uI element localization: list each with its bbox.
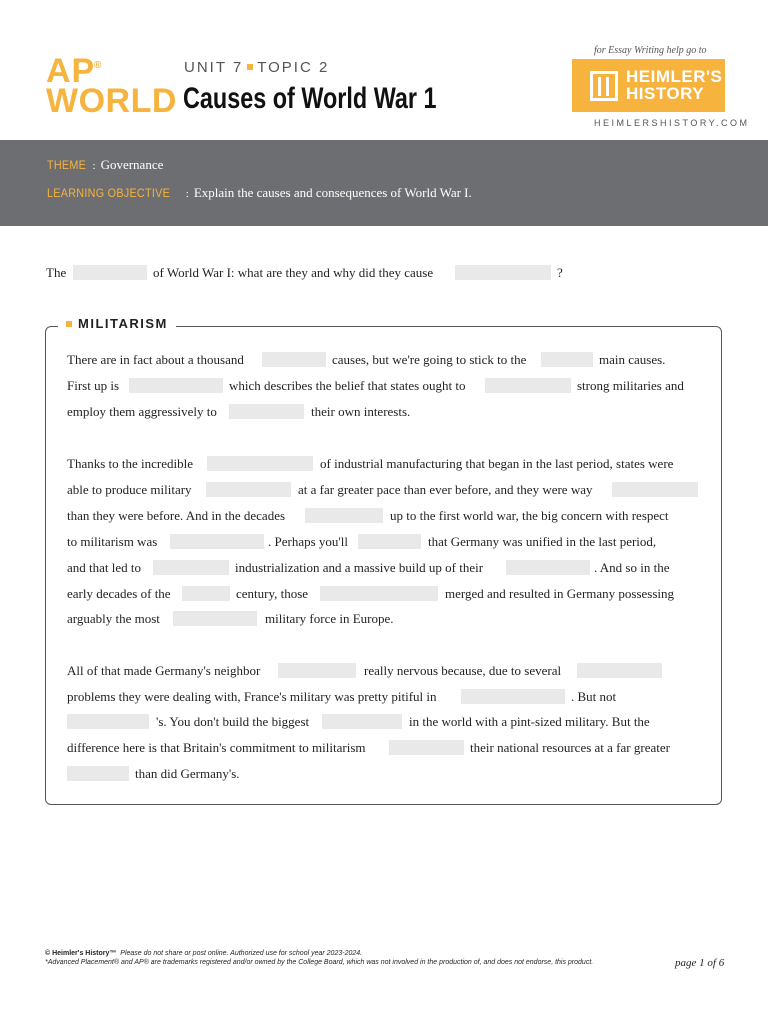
objective-row [47, 185, 472, 201]
theme-band [0, 140, 768, 226]
ap-logo-text: AP [46, 52, 96, 90]
fill-blank[interactable] [67, 714, 149, 729]
theme-row [47, 157, 163, 173]
body-text: difference here is that Britain's commitment to militarism [67, 740, 366, 755]
objective-label: LEARNING OBJECTIVE [47, 186, 171, 200]
body-text: and that led to [67, 560, 142, 575]
essay-help-note: for Essay Writing help go to [594, 45, 707, 56]
heimlers-history-logo[interactable] [572, 59, 725, 112]
body-text: their own interests. [311, 404, 411, 419]
intro-text: of World War I: what are they and why did they cause [153, 265, 434, 280]
body-text: First up is [67, 378, 120, 393]
fill-blank[interactable] [506, 560, 590, 575]
fill-blank[interactable] [358, 534, 421, 549]
fill-blank[interactable] [229, 404, 304, 419]
body-text: in the world with a pint-sized military. But the [409, 714, 650, 729]
body-text: merged and resulted in Germany possessing [445, 586, 675, 601]
body-text: 's. You don't build the biggest [156, 714, 310, 729]
body-text: which describes the belief that states ought to [229, 378, 466, 393]
square-bullet-icon [66, 321, 72, 327]
theme-label: THEME [47, 158, 87, 172]
intro-text: The [46, 265, 67, 280]
body-text: than did Germany's. [135, 766, 240, 781]
body-text: of industrial manufacturing that began in the last period, states were [320, 456, 674, 471]
body-text: causes, but we're going to stick to the [332, 352, 527, 367]
body-text: industrialization and a massive build up of their [235, 560, 484, 575]
body-text: up to the first world war, the big concern with respect [390, 508, 669, 523]
fill-blank[interactable] [182, 586, 230, 601]
world-logo-text: WORLD [46, 82, 177, 120]
body-text: strong militaries and [577, 378, 684, 393]
objective-value: Explain the causes and consequences of World War I. [193, 185, 472, 200]
section-heading [58, 316, 176, 331]
body-text: really nervous because, due to several [364, 663, 562, 678]
body-text: early decades of the [67, 586, 171, 601]
unit-topic-label [184, 59, 329, 76]
body-text: problems they were dealing with, France's military was pretty pitiful in [67, 689, 437, 704]
body-text: main causes. [599, 352, 666, 367]
body-text: . But not [571, 689, 617, 704]
fill-blank[interactable] [262, 352, 326, 367]
body-text: able to produce military [67, 482, 192, 497]
body-text: that Germany was unified in the last period, [428, 534, 657, 549]
ap-world-logo [46, 52, 177, 120]
brand-url[interactable]: HEIMLERSHISTORY.COM [594, 118, 750, 128]
body-text: their national resources at a far greater [470, 740, 670, 755]
body-text: Thanks to the incredible [67, 456, 193, 471]
body-text: at a far greater pace than ever before, and they were way [298, 482, 593, 497]
fill-blank[interactable] [170, 534, 264, 549]
copyright: © Heimler's History™ [45, 950, 117, 957]
topic-label: TOPIC 2 [257, 59, 330, 76]
fill-blank[interactable] [278, 663, 356, 678]
fill-blank[interactable] [67, 766, 129, 781]
page-title: Causes of World War 1 [183, 82, 437, 115]
fill-blank[interactable] [207, 456, 313, 471]
fill-blank[interactable] [305, 508, 383, 523]
fill-blank[interactable] [389, 740, 464, 755]
body-text: than they were before. And in the decades [67, 508, 286, 523]
body-text: military force in Europe. [265, 611, 394, 626]
registered-mark: ® [94, 60, 102, 71]
hh-monogram-icon [590, 71, 618, 101]
brand-line-2: HISTORY [626, 84, 705, 103]
body-text: century, those [236, 586, 309, 601]
unit-label: UNIT 7 [184, 59, 244, 76]
fill-blank[interactable] [73, 265, 147, 280]
fill-blank[interactable] [322, 714, 402, 729]
usage-notice: Please do not share or post online. Authorized use for school year 2023-2024. [120, 950, 363, 957]
fill-blank[interactable] [541, 352, 593, 367]
colon: : [92, 160, 96, 172]
body-text: . Perhaps you'll [268, 534, 348, 549]
fill-blank[interactable] [461, 689, 565, 704]
fill-blank[interactable] [320, 586, 438, 601]
brand-name [626, 68, 722, 102]
fill-blank[interactable] [455, 265, 551, 280]
body-text: There are in fact about a thousand [67, 352, 244, 367]
page-number: page 1 of 6 [675, 957, 725, 969]
body-text: to militarism was [67, 534, 158, 549]
brand-line-1: HEIMLER'S [626, 67, 723, 86]
body-text: employ them aggressively to [67, 404, 217, 419]
fill-blank[interactable] [577, 663, 662, 678]
fill-blank[interactable] [129, 378, 223, 393]
trademark-notice: *Advanced Placement® and AP® are trademarks registered and/or owned by the College Board, which was not involved in the production of, and does not endorse, this product. [45, 959, 594, 966]
fill-blank[interactable] [153, 560, 229, 575]
body-text: arguably the most [67, 611, 160, 626]
fill-blank[interactable] [206, 482, 291, 497]
colon: : [185, 188, 189, 200]
section-heading-text: MILITARISM [78, 316, 168, 331]
fill-blank[interactable] [612, 482, 698, 497]
fill-blank[interactable] [173, 611, 257, 626]
fill-blank[interactable] [485, 378, 571, 393]
intro-text: ? [557, 265, 563, 280]
theme-value: Governance [100, 157, 164, 172]
body-text: . And so in the [594, 560, 670, 575]
square-bullet-icon [247, 64, 253, 70]
body-text: All of that made Germany's neighbor [67, 663, 261, 678]
copyright-line [45, 950, 362, 957]
